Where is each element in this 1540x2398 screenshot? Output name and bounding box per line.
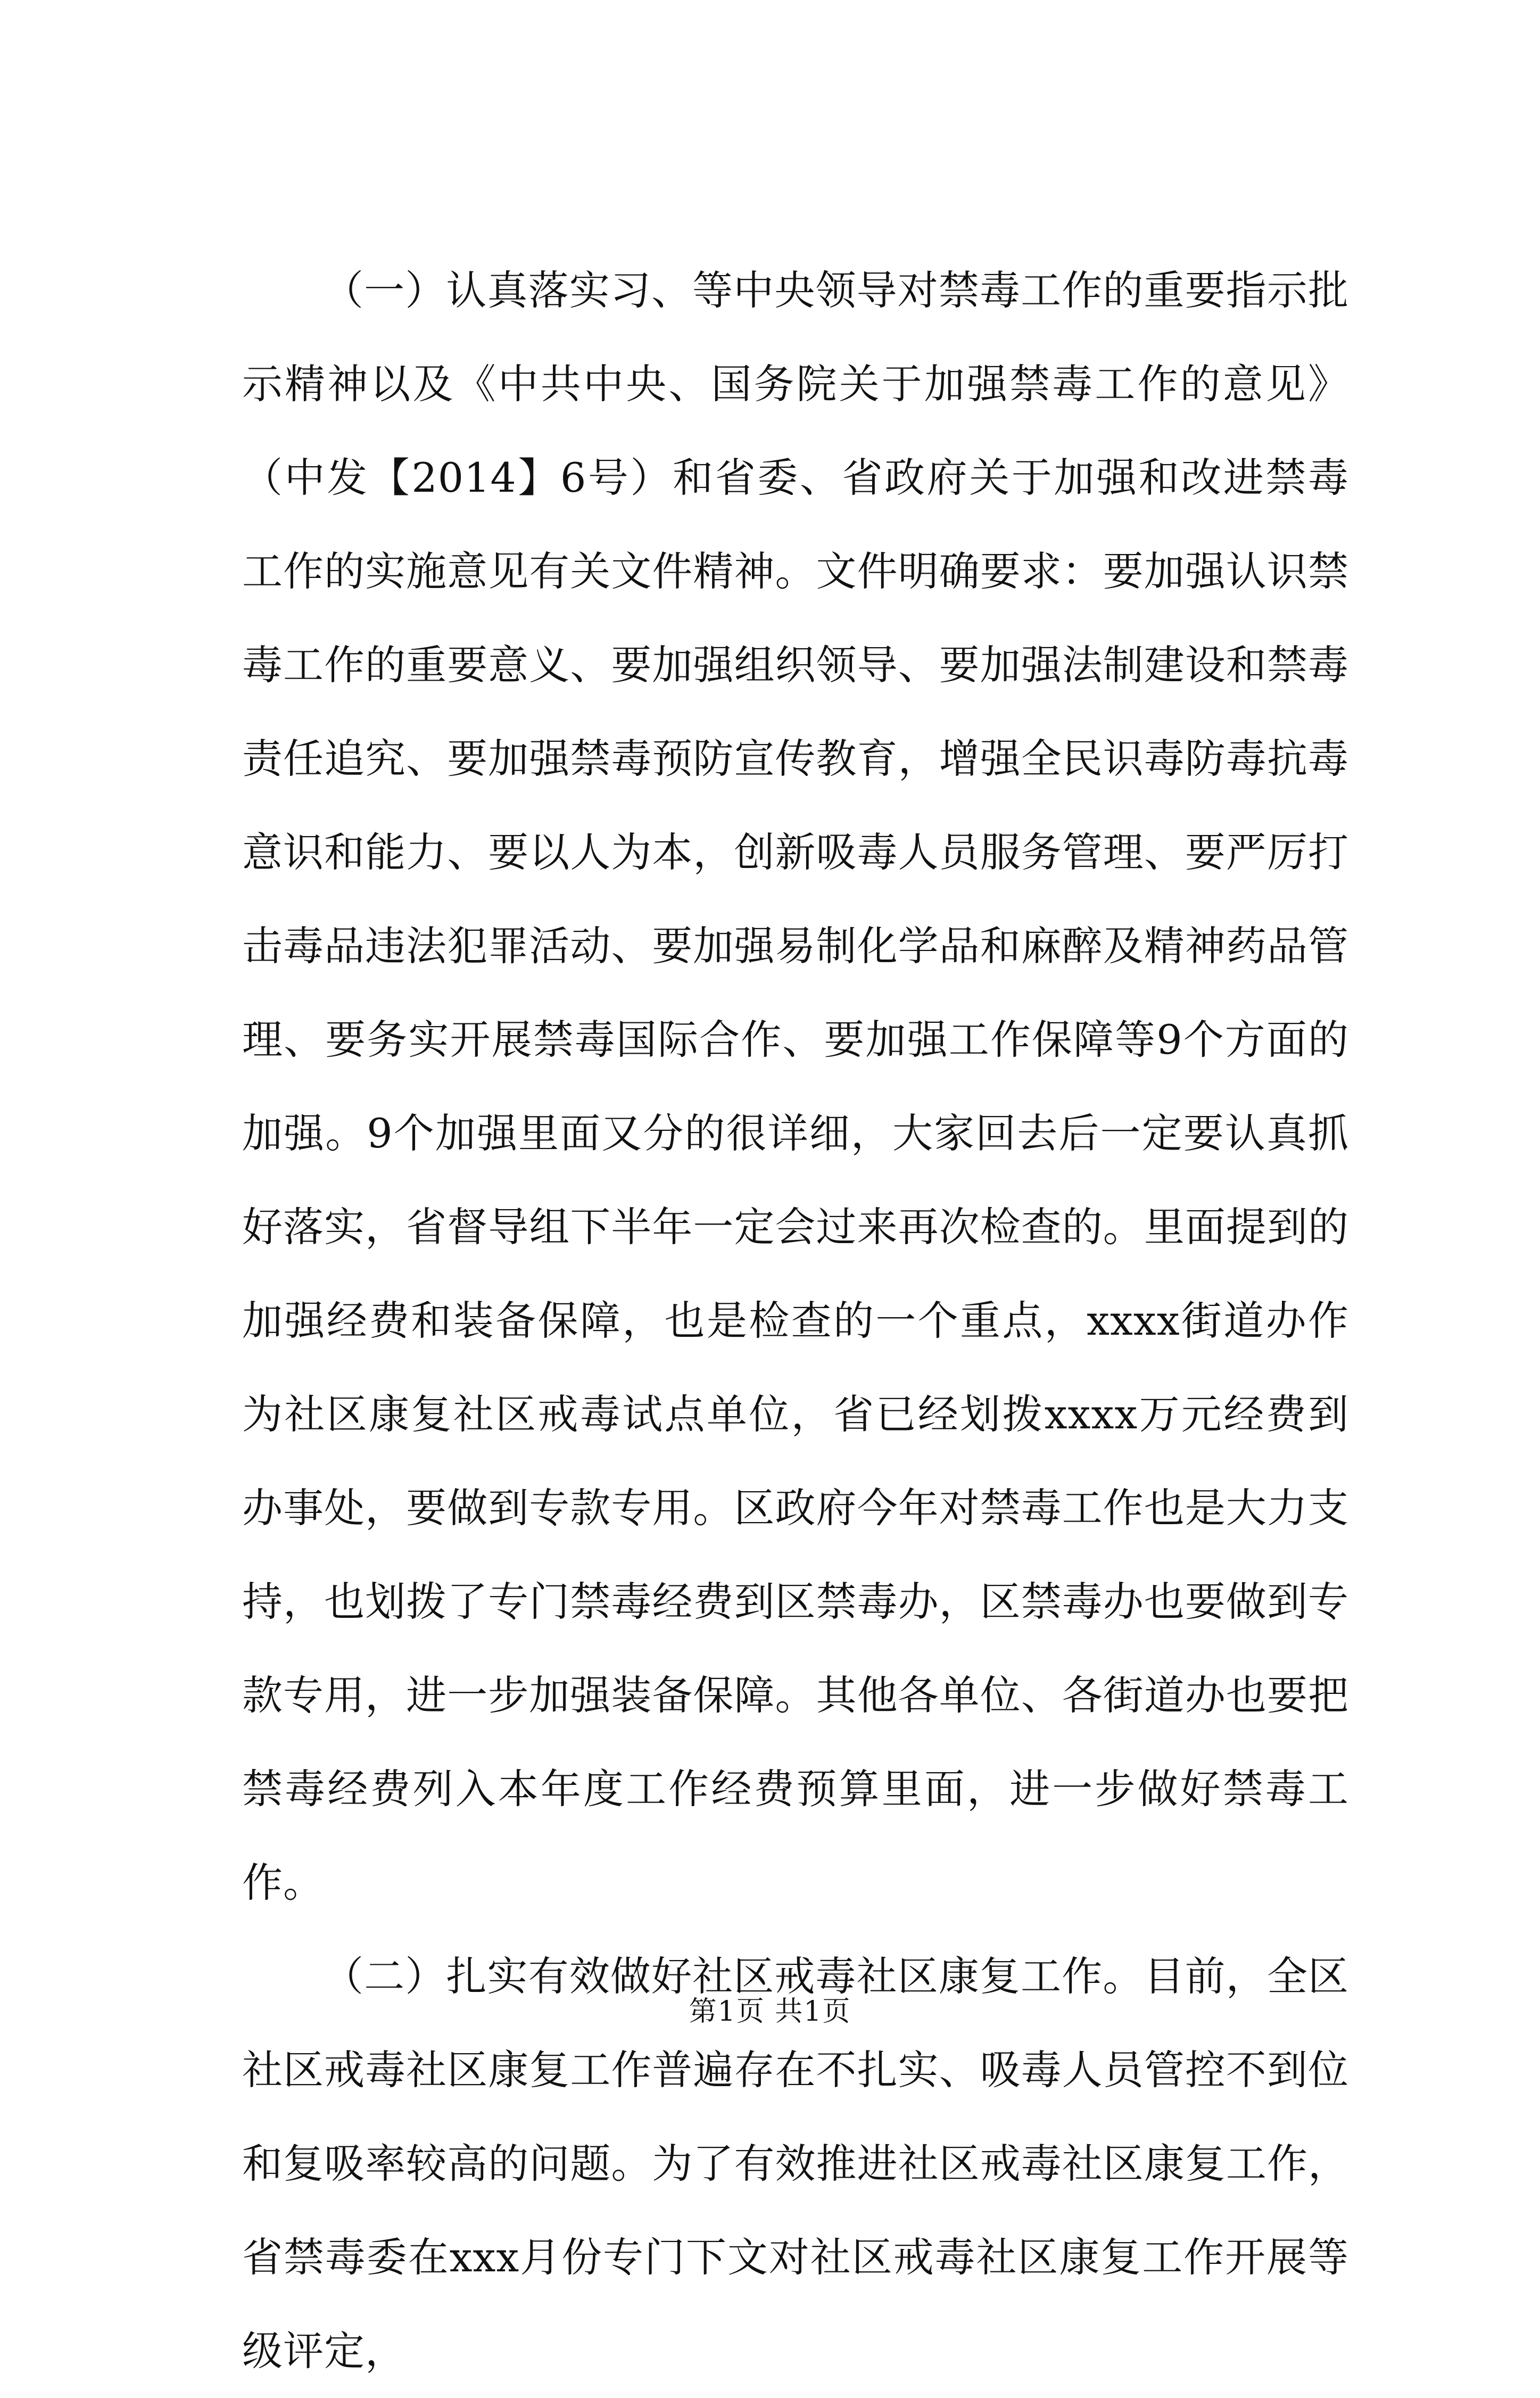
paragraph-2: （二）扎实有效做好社区戒毒社区康复工作。目前，全区社区戒毒社区康复工作普遍存在不扎实、吸毒人员管控不到位和复吸率较高的问题。为了有效推进社区戒毒社区康复工作，省禁毒委在xxx月份专门下文对社区戒毒社区康复工作开展等级评定， <box>242 1953 1349 2375</box>
paragraph-1: （一）认真落实习、等中央领导对禁毒工作的重要指示批示精神以及《中共中央、国务院关于加强禁毒工作的意见》（中发【2014】6号）和省委、省政府关于加强和改进禁毒工作的实施意见有关文件精神。文件明确要求：要加强认识禁毒工作的重要意义、要加强组织领导、要加强法制建设和禁毒责任追究、要加强禁毒预防宣传教育，增强全民识毒防毒抗毒意识和能力、要以人为本，创新吸毒人员服务管理、要严厉打击毒品违法犯罪活动、要加强易制化学品和麻醉及精神药品管理、要务实开展禁毒国际合作、要加强工作保障等9个方面的加强。9个加强里面又分的很详细，大家回去后一定要认真抓好落实，省督导组下半年一定会过来再次检查的。里面提到的加强经费和装备保障，也是检查的一个重点，xxxx街道办作为社区康复社区戒毒试点单位，省已经划拨xxxx万元经费到办事处，要做到专款专用。区政府今年对禁毒工作也是大力支持，也划拨了专门禁毒经费到区禁毒办，区禁毒办也要做到专款专用，进一步加强装备保障。其他各单位、各街道办也要把禁毒经费列入本年度工作经费预算里面，进一步做好禁毒工作。 <box>242 267 1349 1906</box>
page-footer: 第1页 共1页 <box>689 1996 851 2028</box>
document-body <box>242 244 1349 2398</box>
